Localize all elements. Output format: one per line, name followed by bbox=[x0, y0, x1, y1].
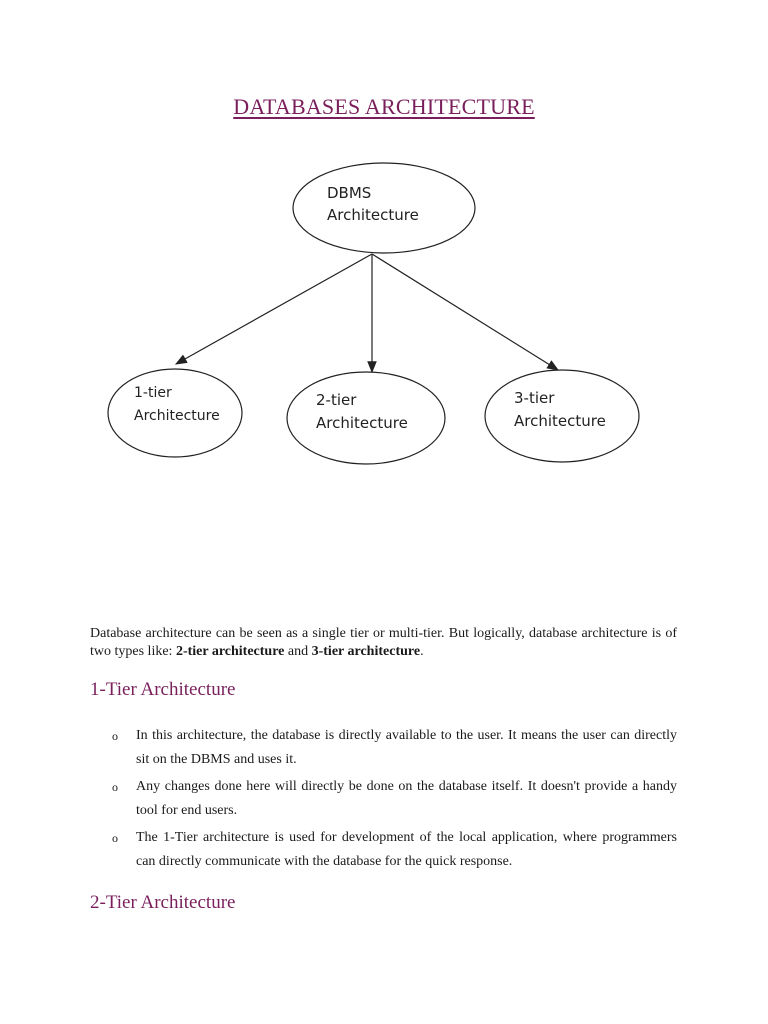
bullet-marker: o bbox=[112, 729, 118, 743]
bullet-list-1-tier bbox=[90, 724, 677, 877]
intro-joiner: and bbox=[284, 644, 312, 659]
connector-to-3-tier bbox=[372, 254, 558, 370]
list-item bbox=[90, 826, 677, 874]
node-2-tier-architecture bbox=[287, 372, 445, 464]
list-item bbox=[90, 724, 677, 772]
intro-bold-2-tier: 2-tier architecture bbox=[175, 644, 285, 659]
node-2-tier-line1: 2-tier bbox=[316, 391, 357, 409]
dbms-architecture-diagram bbox=[0, 150, 768, 480]
intro-period: . bbox=[420, 644, 424, 659]
node-3-tier-architecture bbox=[485, 370, 639, 462]
node-3-tier-line1: 3-tier bbox=[514, 389, 555, 407]
section-heading-2-tier: 2-Tier Architecture bbox=[90, 892, 236, 913]
node-1-tier-architecture bbox=[108, 369, 242, 457]
bullet-marker: o bbox=[112, 831, 118, 845]
document-title: DATABASES ARCHITECTURE bbox=[233, 94, 535, 119]
intro-text: Database architecture can be seen as a single tier or multi-tier. But logically, database architecture is of two types like: bbox=[90, 626, 677, 659]
node-dbms-architecture bbox=[293, 163, 475, 253]
bullet-marker: o bbox=[112, 780, 118, 794]
connector-to-1-tier bbox=[176, 254, 372, 364]
intro-paragraph bbox=[90, 625, 677, 661]
intro-bold-3-tier: 3-tier architecture bbox=[311, 644, 421, 659]
list-item-text: In this architecture, the database is directly available to the user. It means the user can directly sit on the DBMS and uses it. bbox=[136, 728, 677, 767]
list-item-text: Any changes done here will directly be done on the database itself. It doesn't provide a handy tool for end users. bbox=[136, 779, 677, 818]
node-1-tier-line2: Architecture bbox=[134, 408, 220, 424]
section-heading-1-tier: 1-Tier Architecture bbox=[90, 679, 236, 700]
node-2-tier-line2: Architecture bbox=[316, 414, 408, 432]
list-item bbox=[90, 775, 677, 823]
node-root-line1: DBMS bbox=[327, 184, 372, 202]
node-root-line2: Architecture bbox=[327, 206, 419, 224]
list-item-text: The 1-Tier architecture is used for development of the local application, where programmers can directly communicate with the database for the quick response. bbox=[136, 830, 677, 869]
node-3-tier-line2: Architecture bbox=[514, 412, 606, 430]
node-1-tier-line1: 1-tier bbox=[134, 385, 172, 401]
